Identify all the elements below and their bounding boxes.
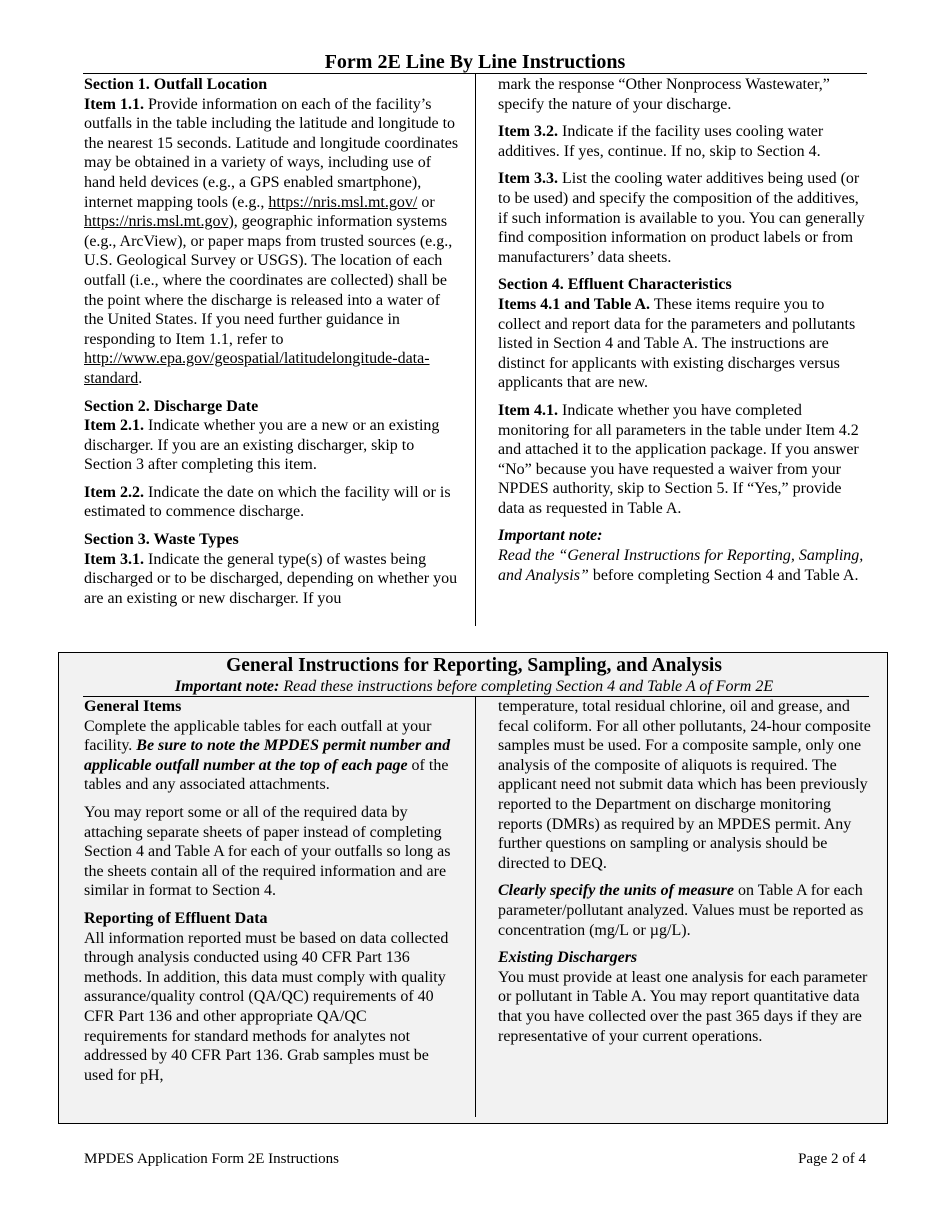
instructions-left-column — [84, 75, 459, 608]
general-items-heading: General Items — [84, 698, 182, 715]
item-3-2-paragraph — [498, 122, 870, 161]
item-2-2-paragraph — [84, 483, 459, 522]
instructions-right-column — [498, 75, 870, 585]
reporting-effluent-heading: Reporting of Effluent Data — [84, 909, 268, 927]
item-3-1-text: Indicate the general type(s) of wastes being discharged or to be discharged, depending on whether you are an existing or new discharger. If you — [84, 550, 458, 607]
section-4-heading: Section 4. Effluent Characteristics — [498, 276, 732, 294]
general-instructions-box — [58, 652, 888, 1124]
important-note-heading: Important note: — [498, 527, 603, 545]
general-items-paragraph-2: You may report some or all of the required data by attaching separate sheets of paper instead of completing Section 4 and Table A for each of your outfalls so long as the sheets contain all of the required information and are similar in format to Section 4. — [84, 803, 451, 900]
item-3-2-text: Indicate if the facility uses cooling water additives. If yes, continue. If no, skip to Section 4. — [498, 123, 824, 160]
nris-link-1[interactable]: https://nris.msl.mt.gov/ — [268, 193, 418, 211]
subtitle-important-note: Important note: — [174, 678, 280, 695]
footer-form-name: MPDES Application Form 2E Instructions — [84, 1151, 339, 1167]
units-paragraph — [498, 881, 873, 940]
item-3-3-label: Item 3.3. — [498, 170, 558, 188]
important-note-text: before completing Section 4 and Table A. — [588, 566, 859, 584]
general-column-divider — [475, 697, 476, 1117]
reporting-effluent-paragraph: All information reported must be based on data collected through analysis conducted using 40 CFR Part 136 methods. In addition, this data must comply with quality assurance/quality control (QA/QC) requirements of 40 CFR Part 136 and other appropriate QA/QC requirements for standard methods for analytes not addressed by 40 CFR Part 136. Grab samples must be used for pH, — [84, 929, 449, 1084]
or-text: or — [417, 193, 435, 211]
item-1-1-text-b: ), geographic information systems (e.g., ArcView), or paper maps from trusted sources (e.g., U.S. Geological Survey or USGS). The location of each outfall (i.e., where the coordinates are collected) shall be the point where the discharge is released into a water of the United States. If you need further guidance in responding to Item 1.1, refer to — [84, 213, 453, 348]
item-2-1-paragraph — [84, 416, 459, 475]
reporting-effluent-continued: temperature, total residual chlorine, oil and grease, and fecal coliform. For all other pollutants, 24-hour composite samples must be used. For a composite sample, only one analysis of the composite of aliquots is required. The applicant need not submit data which has been previously reported to the Department on discharge monitoring reports (DMRs) as required by an MPDES permit. Any further questions on sampling or analysis should be directed to DEQ. — [498, 698, 871, 872]
item-3-1-continued: mark the response “Other Nonprocess Wastewater,” specify the nature of your discharge. — [498, 76, 830, 113]
important-note-paragraph — [498, 546, 870, 585]
section-2-heading: Section 2. Discharge Date — [84, 397, 259, 415]
item-2-1-text: Indicate whether you are a new or an existing discharger. If you are an existing discharger, skip to Section 3 after completing this item. — [84, 417, 440, 474]
existing-dischargers-heading: Existing Dischargers — [498, 949, 638, 967]
item-2-2-label: Item 2.2. — [84, 483, 144, 501]
items-4-1-table-a-text: These items require you to collect and report data for the parameters and pollutants listed in Section 4 and Table A. The instructions are distinct for applicants with existing discharges versus applicants that are new. — [498, 295, 856, 392]
item-3-3-paragraph — [498, 169, 870, 267]
items-4-1-table-a-paragraph — [498, 295, 870, 393]
item-3-1-paragraph — [84, 550, 459, 609]
item-4-1-label: Item 4.1. — [498, 401, 558, 419]
epa-latlong-link[interactable]: http://www.epa.gov/geospatial/latitudelongitude-data-standard — [84, 350, 430, 387]
item-3-3-text: List the cooling water additives being used (or to be used) and specify the composition of the additives, if such information is available to you. You can generally find composition information on product labels or from manufacturers’ data sheets. — [498, 170, 865, 266]
item-1-1-label: Item 1.1. — [84, 95, 144, 113]
nris-link-2[interactable]: https://nris.msl.mt.gov — [84, 213, 229, 231]
page-title: Form 2E Line By Line Instructions — [324, 51, 626, 73]
units-emphasis: Clearly specify the units of measure — [498, 882, 734, 900]
footer-page-number: Page 2 of 4 — [798, 1151, 866, 1167]
units-text: on Table A for each parameter/pollutant analyzed. Values must be reported as concentration (mg/L or µg/L). — [498, 882, 864, 939]
general-items-p1-emphasis: Be sure to note the MPDES permit number and applicable outfall number at the top of each page — [84, 737, 451, 774]
section-3-heading: Section 3. Waste Types — [84, 531, 239, 549]
general-items-p1-b: of the tables and any associated attachments. — [84, 756, 449, 794]
item-2-1-label: Item 2.1. — [84, 417, 144, 435]
item-1-1-paragraph — [84, 95, 459, 389]
general-left-column — [84, 697, 454, 1085]
item-3-2-label: Item 3.2. — [498, 123, 558, 141]
item-4-1-paragraph — [498, 401, 870, 519]
item-4-1-text: Indicate whether you have completed monitoring for all parameters in the table under Item 4.2 and attached it to the application package. If you answer “No” because you have requested a waiver from your NPDES authority, skip to Section 5. If “Yes,” provide data as requested in Table A. — [498, 401, 859, 517]
general-instructions-title: General Instructions for Reporting, Sampling, and Analysis — [226, 655, 722, 676]
general-items-p1-a: Complete the applicable tables for each outfall at your facility. — [84, 717, 432, 755]
column-divider — [475, 74, 476, 626]
general-instructions-subtitle — [59, 677, 889, 696]
subtitle-text: Read these instructions before completing Section 4 and Table A of Form 2E — [279, 678, 774, 695]
period: . — [138, 369, 143, 387]
item-3-1-label: Item 3.1. — [84, 550, 144, 568]
section-1-heading: Section 1. Outfall Location — [84, 76, 268, 93]
existing-dischargers-paragraph: You must provide at least one analysis for each parameter or pollutant in Table A. You may report quantitative data that you have collected over the past 365 days if they are representative of your current operations. — [498, 968, 868, 1045]
important-note-italic: Read the “General Instructions for Reporting, Sampling, and Analysis” — [498, 547, 864, 584]
items-4-1-table-a-label: Items 4.1 and Table A. — [498, 295, 651, 313]
item-2-2-text: Indicate the date on which the facility will or is estimated to commence discharge. — [84, 483, 451, 521]
item-1-1-text-a: Provide information on each of the facility’s outfalls in the table including the latitude and longitude to the nearest 15 seconds. Latitude and longitude coordinates may be obtained in a variety of ways, including use of hand held devices (e.g., a GPS enabled smartphone), internet mapping tools (e.g., — [84, 95, 459, 211]
general-right-column — [498, 697, 873, 1046]
general-items-paragraph-1 — [84, 717, 454, 795]
